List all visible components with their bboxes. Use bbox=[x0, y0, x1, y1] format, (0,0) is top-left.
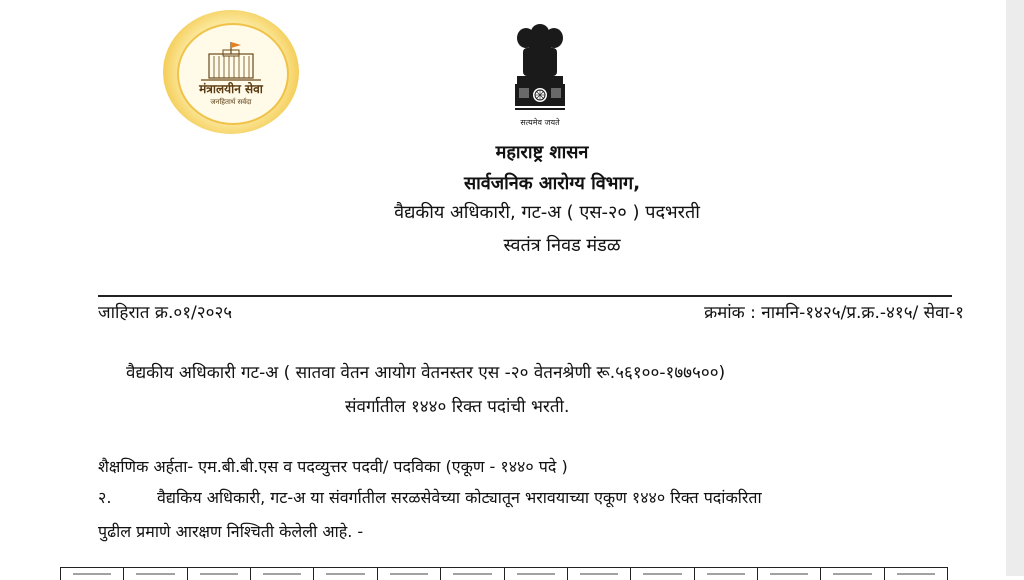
table-header-cell bbox=[694, 568, 757, 580]
table-header-cell bbox=[187, 568, 250, 580]
table-header-cell bbox=[60, 568, 123, 580]
mantralaya-building-icon bbox=[195, 40, 267, 84]
table-header-cell bbox=[820, 568, 883, 580]
government-name: महाराष्ट्र शासन bbox=[495, 142, 589, 163]
table-header-cell bbox=[313, 568, 376, 580]
table-header-cell bbox=[630, 568, 693, 580]
recruitment-title: वैद्यकीय अधिकारी, गट-अ ( एस-२० ) पदभरती bbox=[394, 202, 700, 223]
table-header-cell bbox=[884, 568, 948, 580]
mantralaya-seva-logo bbox=[163, 10, 299, 134]
table-header-cell bbox=[377, 568, 440, 580]
notice-title-line2: संवर्गातील १४४० रिक्त पदांची भरती. bbox=[345, 397, 570, 417]
national-emblem-icon bbox=[507, 22, 573, 118]
paragraph-2-line2: पुढील प्रमाणे आरक्षण निश्चिती केलेली आहे. - bbox=[98, 522, 364, 541]
table-header-cell bbox=[504, 568, 567, 580]
table-header-cell bbox=[757, 568, 820, 580]
paragraph-2-line1: वैद्यकिय अधिकारी, गट-अ या संवर्गातील सरळसेवेच्या कोट्यातून भरावयाच्या एकूण १४४० रिक्त पदांकरिता bbox=[157, 488, 762, 507]
paragraph-number: २. bbox=[98, 488, 112, 507]
table-header-cell bbox=[250, 568, 313, 580]
page-edge-shadow bbox=[1006, 0, 1024, 576]
table-header-cell bbox=[123, 568, 186, 580]
logo-title: मंत्रालयीन सेवा bbox=[199, 82, 263, 96]
table-header-cell bbox=[567, 568, 630, 580]
reservation-table-top bbox=[60, 567, 948, 580]
notice-title-line1: वैद्यकीय अधिकारी गट-अ ( सातवा वेतन आयोग वेतनस्तर एस -२० वेतनश्रेणी रू.५६१००-१७७५००) bbox=[126, 363, 726, 383]
table-header-cell bbox=[440, 568, 503, 580]
order-reference-number: क्रमांक : नामनि-१४२५/प्र.क्र.-४१५/ सेवा-१ bbox=[704, 303, 964, 323]
logo-tagline: जनहितार्थ सर्वदा bbox=[210, 98, 252, 106]
department-name: सार्वजनिक आरोग्य विभाग, bbox=[463, 173, 641, 194]
header-divider bbox=[98, 295, 952, 297]
advertisement-number: जाहिरात क्र.०१/२०२५ bbox=[98, 303, 233, 323]
selection-board-name: स्वतंत्र निवड मंडळ bbox=[503, 235, 621, 256]
emblem-motto: सत्यमेव जयते bbox=[520, 118, 560, 127]
educational-qualification: शैक्षणिक अर्हता- एम.बी.बी.एस व पदव्युत्तर पदवी/ पदविका (एकूण - १४४० पदे ) bbox=[98, 457, 568, 476]
